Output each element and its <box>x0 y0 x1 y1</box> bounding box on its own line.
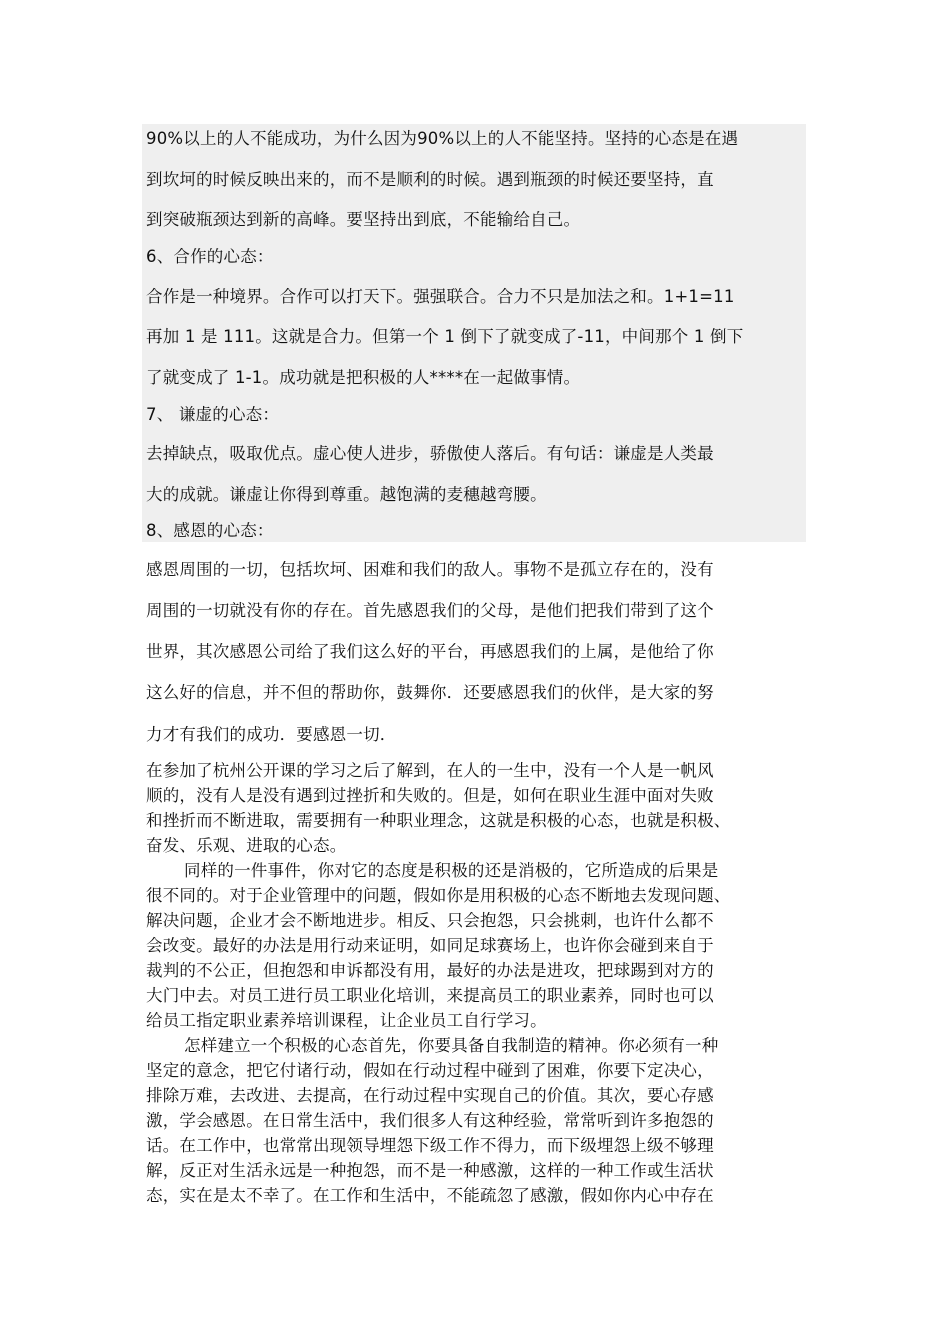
text-line: 排除万难，去改进、去提高，在行动过程中实现自己的价值。其次，要心存感 <box>146 1086 714 1105</box>
text-line: 很不同的。对于企业管理中的问题，假如你是用积极的心态不断地去发现问题、 <box>146 886 731 905</box>
text-line: 解，反正对生活永远是一种抱怨，而不是一种感激，这样的一种工作或生活状 <box>146 1161 714 1180</box>
section-heading: 6、合作的心态： <box>146 247 274 266</box>
text-line: 裁判的不公正，但抱怨和申诉都没有用，最好的办法是进攻，把球踢到对方的 <box>146 961 714 980</box>
text-line: 到突破瓶颈达到新的高峰。要坚持出到底，不能输给自己。 <box>146 210 581 229</box>
text-line: 同样的一件事件，你对它的态度是积极的还是消极的，它所造成的后果是 <box>184 861 719 880</box>
text-line: 90%以上的人不能成功，为什么因为90%以上的人不能坚持。坚持的心态是在遇 <box>146 129 739 148</box>
text-line: 坚定的意念，把它付诸行动，假如在行动过程中碰到了困难，你要下定决心， <box>146 1061 714 1080</box>
text-line: 大门中去。对员工进行员工职业化培训，来提高员工的职业素养，同时也可以 <box>146 986 714 1005</box>
text-line: 到坎坷的时候反映出来的，而不是顺利的时候。遇到瓶颈的时候还要坚持，直 <box>146 170 714 189</box>
text-line: 解决问题，企业才会不断地进步。相反、只会抱怨，只会挑刺，也许什么都不 <box>146 911 714 930</box>
text-line: 给员工指定职业素养培训课程，让企业员工自行学习。 <box>146 1011 547 1030</box>
text-line: 感恩周围的一切，包括坎坷、困难和我们的敌人。事物不是孤立存在的，没有 <box>146 560 714 579</box>
text-line: 世界，其次感恩公司给了我们这么好的平台，再感恩我们的上属，是他给了你 <box>146 642 714 661</box>
text-line: 去掉缺点，吸取优点。虚心使人进步，骄傲使人落后。有句话：谦虚是人类最 <box>146 444 714 463</box>
text-line: 这么好的信息，并不但的帮助你，鼓舞你．还要感恩我们的伙伴，是大家的努 <box>146 683 714 702</box>
text-line: 合作是一种境界。合作可以打天下。强强联合。合力不只是加法之和。1+1=11 <box>146 287 735 306</box>
text-line: 周围的一切就没有你的存在。首先感恩我们的父母，是他们把我们带到了这个 <box>146 601 714 620</box>
text-line: 大的成就。谦虚让你得到尊重。越饱满的麦穗越弯腰。 <box>146 485 547 504</box>
text-line: 了就变成了 1-1。成功就是把积极的人****在一起做事情。 <box>146 368 581 387</box>
text-line: 顺的，没有人是没有遇到过挫折和失败的。但是，如何在职业生涯中面对失败 <box>146 786 714 805</box>
text-line: 激，学会感恩。在日常生活中，我们很多人有这种经验，常常听到许多抱怨的 <box>146 1111 714 1130</box>
text-line: 力才有我们的成功．要感恩一切． <box>146 725 397 744</box>
text-line: 奋发、乐观、进取的心态。 <box>146 836 347 855</box>
text-line: 怎样建立一个积极的心态首先，你要具备自我制造的精神。你必须有一种 <box>184 1036 719 1055</box>
text-line: 态，实在是太不幸了。在工作和生活中，不能疏忽了感激，假如你内心中存在 <box>146 1186 714 1205</box>
section-heading: 8、感恩的心态： <box>146 521 274 540</box>
text-line: 话。在工作中，也常常出现领导埋怨下级工作不得力，而下级埋怨上级不够理 <box>146 1136 714 1155</box>
text-line: 再加 1 是 111。这就是合力。但第一个 1 倒下了就变成了-11，中间那个 1 倒下 <box>146 327 744 346</box>
text-line: 和挫折而不断进取，需要拥有一种职业理念，这就是积极的心态，也就是积极、 <box>146 811 731 830</box>
section-heading: 7、 谦虚的心态： <box>146 405 280 424</box>
text-line: 在参加了杭州公开课的学习之后了解到，在人的一生中，没有一个人是一帆风 <box>146 761 714 780</box>
text-line: 会改变。最好的办法是用行动来证明，如同足球赛场上，也许你会碰到来自于 <box>146 936 714 955</box>
